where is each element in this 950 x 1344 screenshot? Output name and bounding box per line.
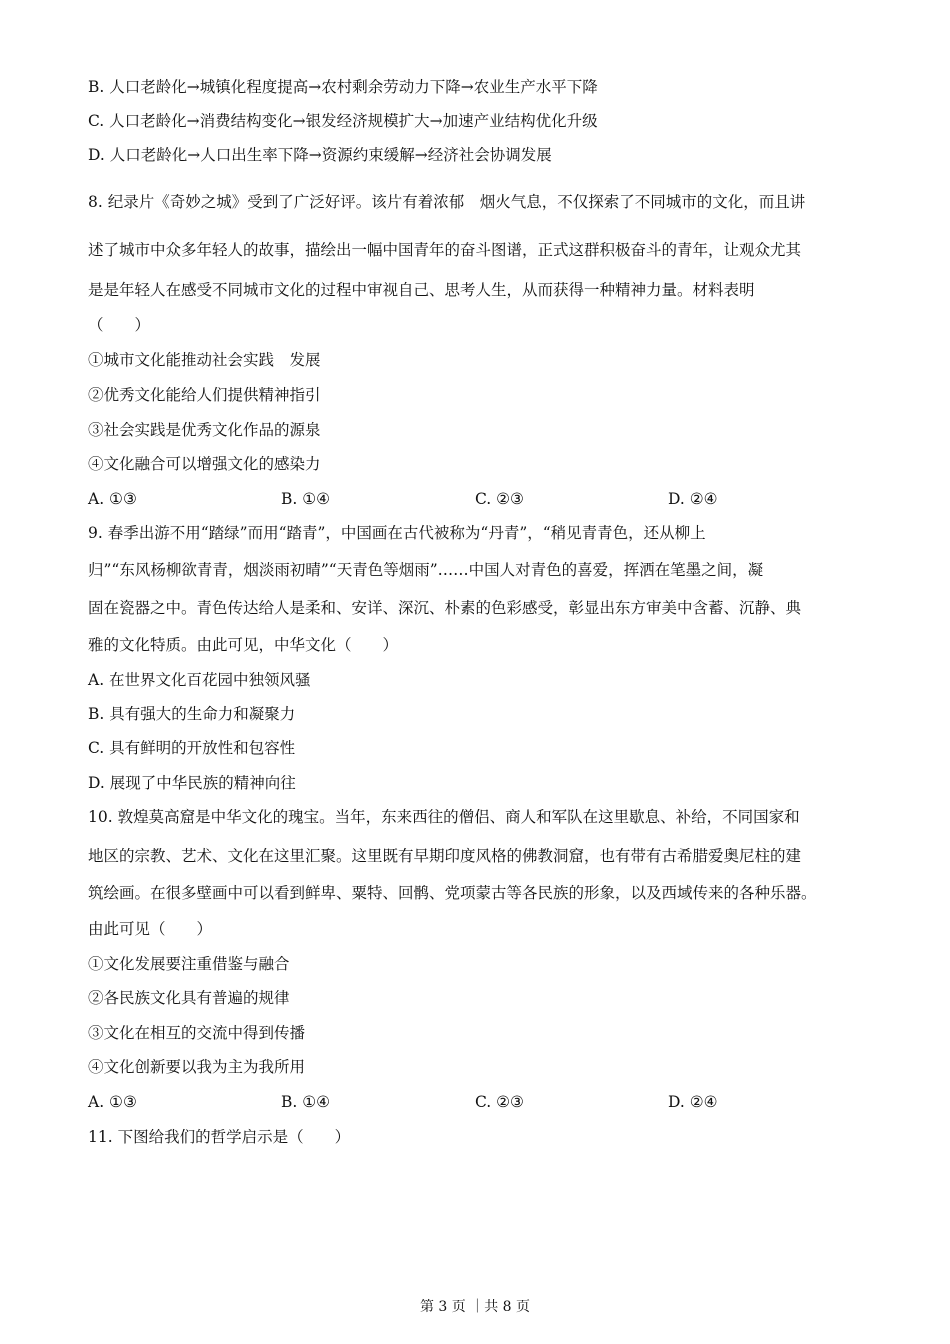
q8-item: ②优秀文化能给人们提供精神指引 [88,386,321,404]
q7-option-d: D. 人口老龄化→人口出生率下降→资源约束缓解→经济社会协调发展 [88,146,552,164]
q8-answer-blank: （ ） [88,316,151,334]
q10-stem-line: 由此可见（ ） [88,920,213,938]
q10-choice-a: A. ①③ [88,1093,137,1111]
q8-item: ③社会实践是优秀文化作品的源泉 [88,421,321,439]
q9-stem-line: 雅的文化特质。由此可见，中华文化（ ） [88,636,399,654]
q8-stem-line: 是是年轻人在感受不同城市文化的过程中审视自己、思考人生，从而获得一种精神力量。材料表明 [88,281,755,299]
q8-choice-b: B. ①④ [281,490,331,508]
q10-item: ④文化创新要以我为主为我所用 [88,1058,306,1076]
q9-stem-line: 归”“东风杨柳欲青青，烟淡雨初晴”“天青色等烟雨”……中国人对青色的喜爱，挥洒在笔墨之间，凝 [88,561,764,579]
q10-item: ②各民族文化具有普遍的规律 [88,989,290,1007]
q10-choice-b: B. ①④ [281,1093,331,1111]
q8-stem-line: 述了城市中众多年轻人的故事，描绘出一幅中国青年的奋斗图谱，正式这群积极奋斗的青年，让观众尤其 [88,241,802,259]
page-footer: 第 3 页 ｜共 8 页 [419,1299,531,1315]
q10-item: ①文化发展要注重借鉴与融合 [88,955,290,973]
q8-choice-c: C. ②③ [475,490,524,508]
q8-item: ④文化融合可以增强文化的感染力 [88,455,321,473]
q9-stem-line: 固在瓷器之中。青色传达给人是柔和、安详、深沉、朴素的色彩感受，彰显出东方审美中含蓄、沉静、典 [88,599,802,617]
q7-option-b: B. 人口老龄化→城镇化程度提高→农村剩余劳动力下降→农业生产水平下降 [88,78,598,96]
q8-choice-d: D. ②④ [668,490,718,508]
q11-stem: 11. 下图给我们的哲学启示是（ ） [88,1128,351,1146]
q7-option-c: C. 人口老龄化→消费结构变化→银发经济规模扩大→加速产业结构优化升级 [88,112,598,130]
q9-choice-a: A. 在世界文化百花园中独领风骚 [88,671,311,689]
q9-stem-line: 9. 春季出游不用“踏绿”而用“踏青”，中国画在古代被称为“丹青”，“稍见青青色，还从柳上 [88,524,706,542]
q10-stem-line: 筑绘画。在很多壁画中可以看到鲜卑、粟特、回鹘、党项蒙古等各民族的形象，以及西域传来的各种乐器。 [88,884,817,902]
q10-choice-d: D. ②④ [668,1093,718,1111]
q10-stem-line: 10. 敦煌莫高窟是中华文化的瑰宝。当年，东来西往的僧侣、商人和军队在这里歇息、补给，不同国家和 [88,808,800,826]
q9-choice-c: C. 具有鲜明的开放性和包容性 [88,739,296,757]
q8-choice-a: A. ①③ [88,490,137,508]
q9-choice-d: D. 展现了中华民族的精神向往 [88,774,296,792]
q10-item: ③文化在相互的交流中得到传播 [88,1024,306,1042]
q9-choice-b: B. 具有强大的生命力和凝聚力 [88,705,296,723]
q8-stem-line: 8. 纪录片《奇妙之城》受到了广泛好评。该片有着浓郁 烟火气息，不仅探索了不同城市的文化，而且讲 [88,193,806,211]
q10-stem-line: 地区的宗教、艺术、文化在这里汇聚。这里既有早期印度风格的佛教洞窟，也有带有古希腊爱奥尼柱的建 [88,847,802,865]
q8-item: ①城市文化能推动社会实践 发展 [88,351,321,369]
q10-choice-c: C. ②③ [475,1093,524,1111]
